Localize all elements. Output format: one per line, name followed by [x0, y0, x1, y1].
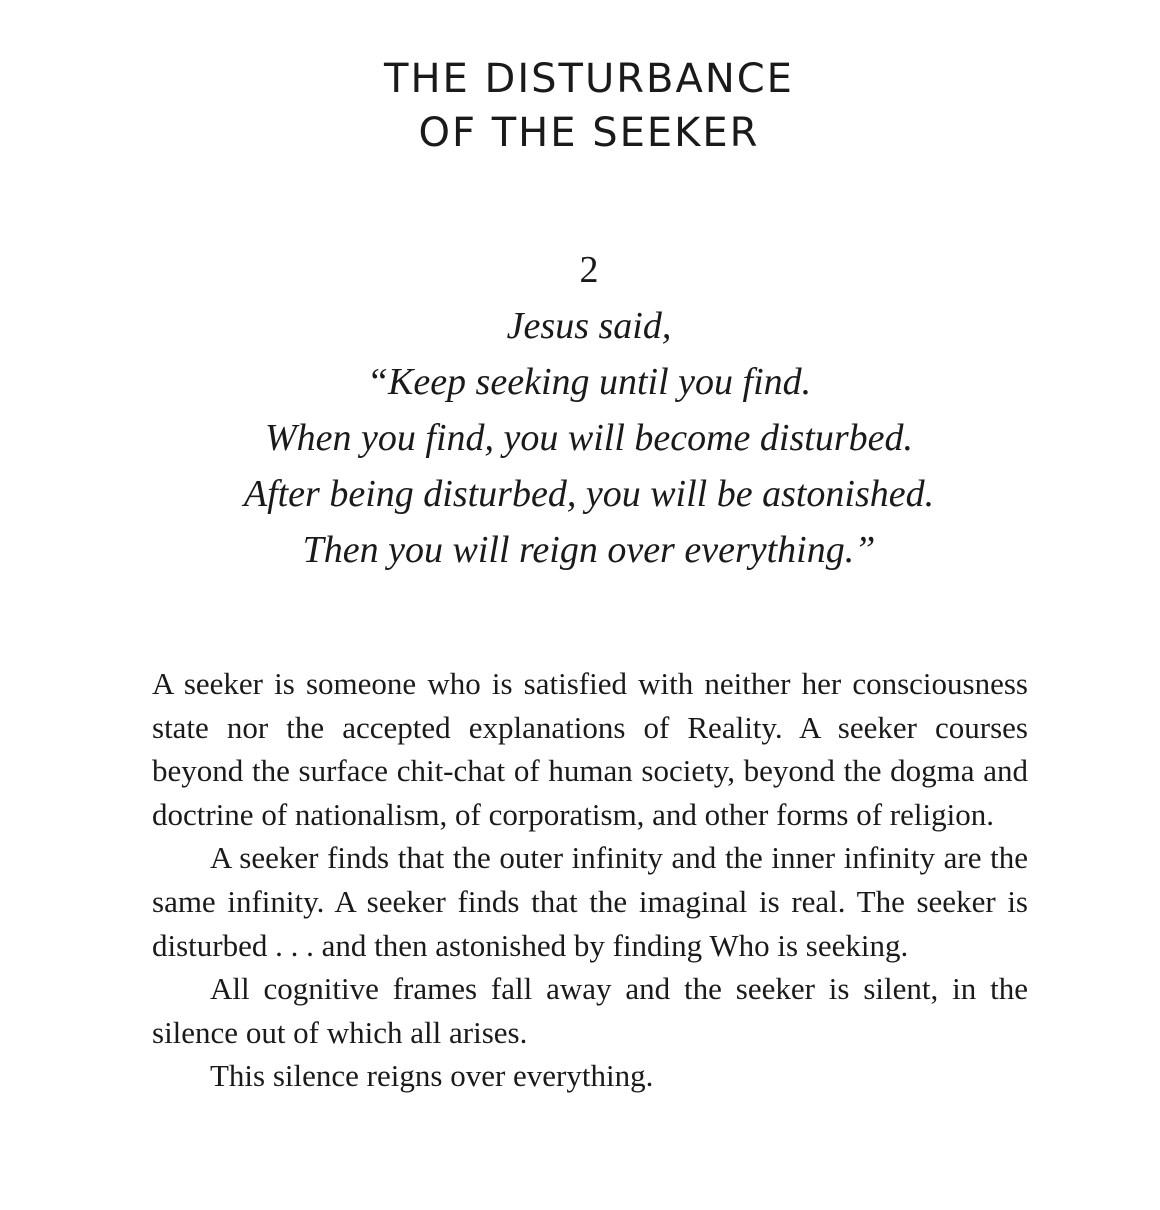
- chapter-title-line-2: OF THE SEEKER: [418, 110, 760, 156]
- saying-line: Then you will reign over everything.”: [302, 529, 876, 571]
- saying-line: When you find, you will become disturbed.: [265, 417, 913, 459]
- saying-number: 2: [579, 249, 599, 291]
- commentary-paragraph: All cognitive frames fall away and the seeker is silent, in the silence out of which all arises.: [152, 971, 1028, 1050]
- commentary-paragraph: A seeker is someone who is satisfied with neither her consciousness state nor the accepted explanations of Reality. A seeker courses beyond the surface chit-chat of human society, beyond the dogma and doctrine of nationalism, of corporatism, and other forms of religion.: [152, 666, 1028, 832]
- commentary-body: [152, 662, 1028, 1098]
- saying-line-attribution: Jesus said,: [506, 305, 672, 347]
- chapter-title-line-1: THE DISTURBANCE: [384, 56, 794, 102]
- chapter-title: [0, 52, 1160, 160]
- saying-block: [0, 242, 1160, 578]
- commentary-paragraph: This silence reigns over everything.: [210, 1058, 654, 1094]
- saying-line: After being disturbed, you will be astonished.: [243, 473, 935, 515]
- commentary-paragraph: A seeker finds that the outer infinity and the inner infinity are the same infinity. A seeker finds that the imaginal is real. The seeker is disturbed . . . and then astonished by finding Who is seeking.: [152, 840, 1028, 963]
- saying-line: “Keep seeking until you find.: [366, 361, 812, 403]
